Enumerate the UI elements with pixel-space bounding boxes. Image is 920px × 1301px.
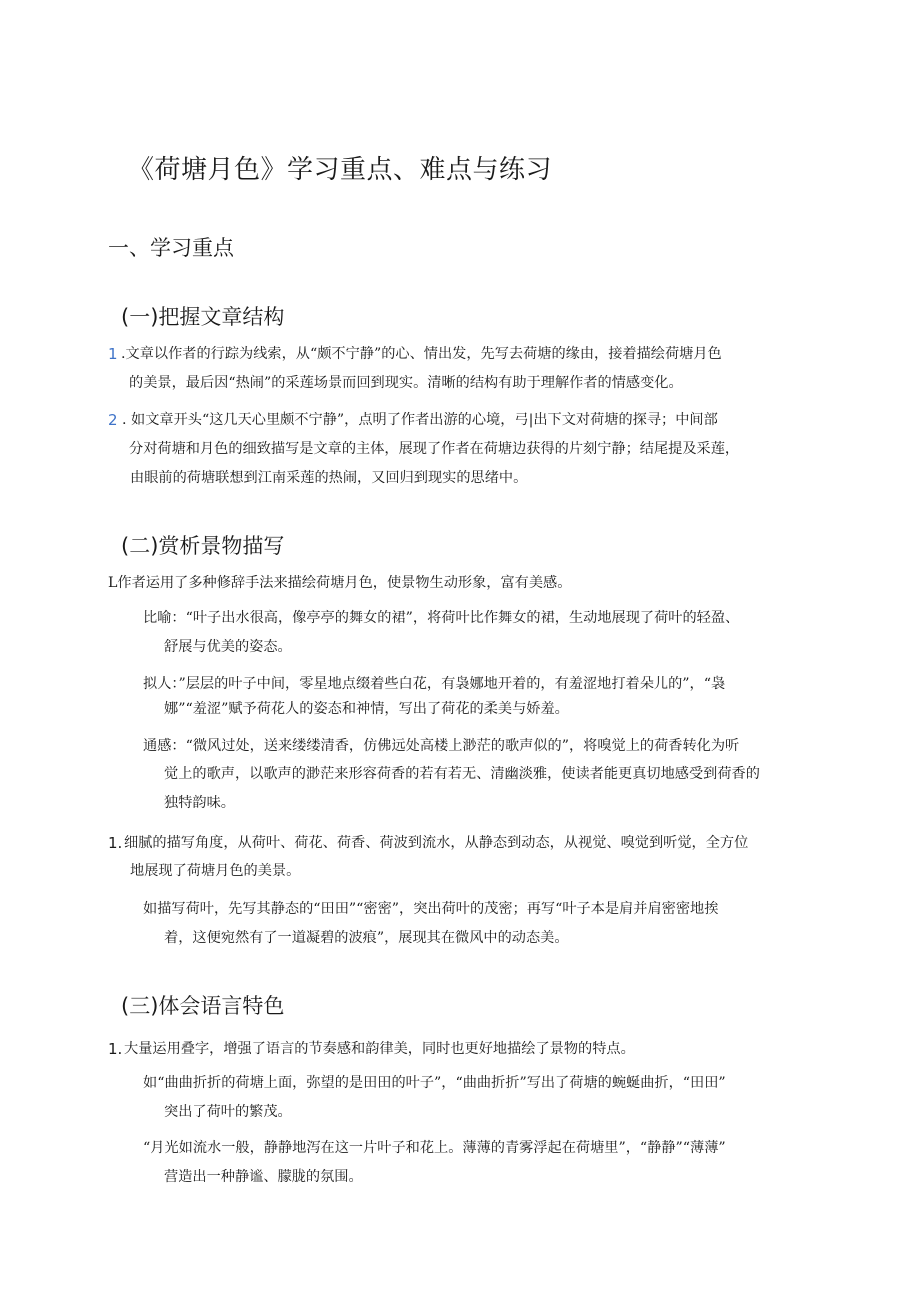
paragraph-line: 娜”“羞涩”赋予荷花人的姿态和神情，写出了荷花的柔美与娇羞。 <box>164 701 569 717</box>
paragraph-line: 的美景，最后因“热闹”的采莲场景而回到现实。清晰的结构有助于理解作者的情感变化。 <box>129 375 683 391</box>
paragraph-line: 觉上的歌声，以歌声的渺茫来形容荷香的若有若无、清幽淡雅，使读者能更真切地感受到荷香的 <box>164 766 760 782</box>
subsection-heading-structure: (一)把握文章结构 <box>121 305 285 329</box>
paragraph-line: 细腻的描写角度，从荷叶、荷花、荷香、荷波到流水，从静态到动态，从视觉、嗅觉到听觉，全方位 <box>124 835 749 851</box>
paragraph-line: 由眼前的荷塘联想到江南采莲的热闹，又回归到现实的思绪中。 <box>130 470 528 486</box>
paragraph-line: 地展现了荷塘月色的美景。 <box>130 863 301 879</box>
page-title: 《荷塘月色》学习重点、难点与练习 <box>128 155 553 185</box>
list-number: 2 <box>108 411 118 429</box>
paragraph-line: 着，这便宛然有了一道凝碧的波痕”，展现其在微风中的动态美。 <box>164 930 569 946</box>
paragraph-line: .文章以作者的行踪为线索，从“颇不宁静”的心、情出发，先写去荷塘的缘由，接着描绘荷塘月色 <box>121 346 722 362</box>
paragraph-line: 比喻：“叶子出水很高，像亭亭的舞女的裙”，将荷叶比作舞女的裙，生动地展现了荷叶的轻盈、 <box>143 610 740 626</box>
paragraph-line: 独特韵味。 <box>164 795 235 811</box>
paragraph-line: 大量运用叠字，增强了语言的节奏感和韵律美，同时也更好地描绘了景物的特点。 <box>124 1041 635 1057</box>
paragraph-line: “月光如流水一般，静静地泻在这一片叶子和花上。薄薄的青雾浮起在荷塘里”，“静静”“薄薄” <box>143 1140 726 1156</box>
section-heading-key-points: 一、学习重点 <box>108 236 234 260</box>
paragraph-line: 营造出一种静谧、朦胧的氛围。 <box>164 1169 363 1185</box>
paragraph-line: . 如文章开头“这几天心里颇不宁静”，点明了作者出游的心境，弓|出下文对荷塘的探寻；中间部 <box>122 412 718 428</box>
paragraph-line: 舒展与优美的姿态。 <box>164 639 292 655</box>
paragraph-line: 拟人：”层层的叶子中间，零星地点缀着些白花，有袅娜地开着的，有羞涩地打着朵儿的”，“袅 <box>143 676 726 692</box>
paragraph-line: 通感：“微风过处，送来缕缕清香，仿佛远处高楼上渺茫的歌声似的”，将嗅觉上的荷香转化为听 <box>143 738 740 754</box>
paragraph-line: 如“曲曲折折的荷塘上面，弥望的是田田的叶子”，“曲曲折折”写出了荷塘的蜿蜒曲折，“田田” <box>143 1075 726 1091</box>
paragraph-line: 分对荷塘和月色的细致描写是文章的主体，展现了作者在荷塘边获得的片刻宁静；结尾提及采莲， <box>129 441 740 457</box>
paragraph-line: 如描写荷叶，先写其静态的“田田”“密密”，突出荷叶的茂密；再写“叶子本是肩并肩密密地挨 <box>143 901 719 917</box>
subsection-heading-scenery: (二)赏析景物描写 <box>121 534 285 558</box>
subsection-heading-language: (三)体会语言特色 <box>121 994 285 1018</box>
list-number: 1. <box>108 1040 123 1058</box>
list-number: 1 <box>108 345 118 363</box>
paragraph-line: 突出了荷叶的繁茂。 <box>164 1104 292 1120</box>
list-number: 1. <box>108 834 123 852</box>
paragraph-line: L作者运用了多种修辞手法来描绘荷塘月色，使景物生动形象，富有美感。 <box>108 575 572 591</box>
